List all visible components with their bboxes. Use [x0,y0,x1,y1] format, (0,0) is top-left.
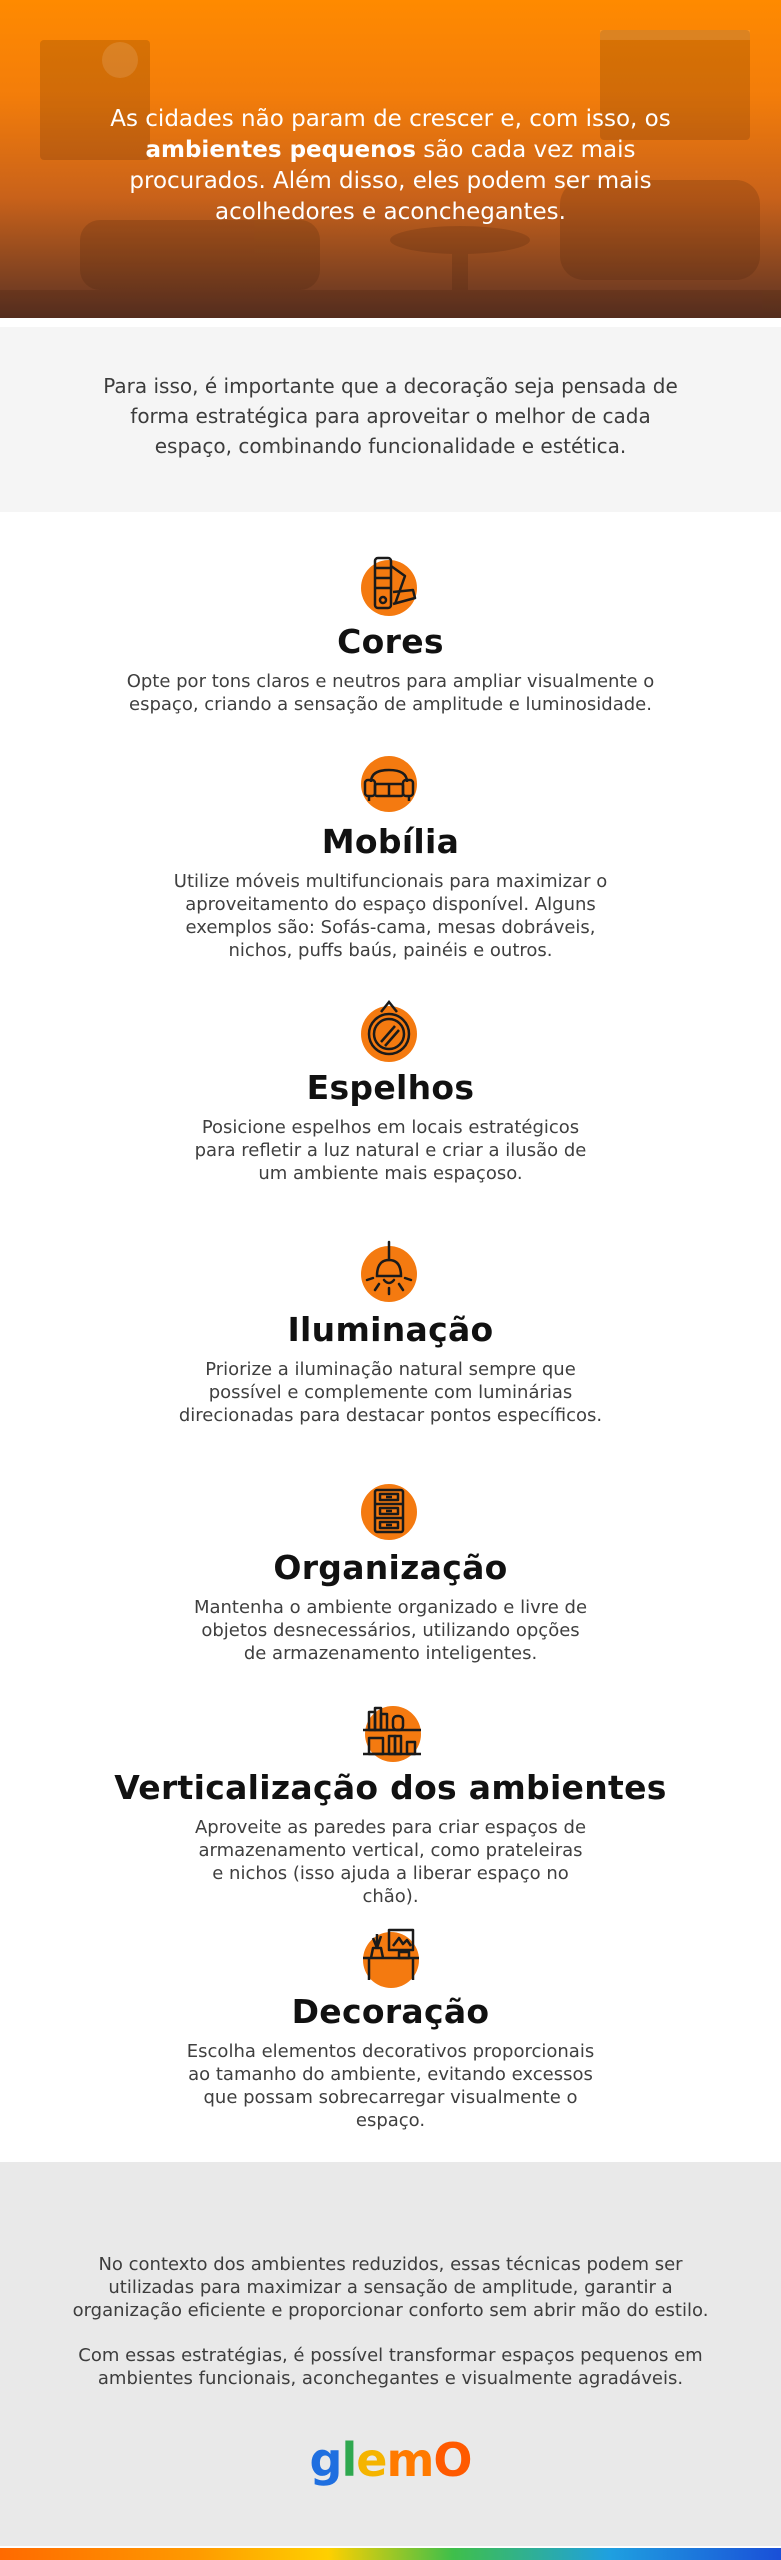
tip-cores [0,552,781,716]
closing-section [0,2162,781,2546]
bookshelf-icon [359,1698,423,1762]
tip-verticalizacao [0,1698,781,1908]
hero-highlight: ambientes pequenos [145,137,416,163]
color-swatch-icon [359,552,423,616]
hero-text: As cidades não param de crescer e, com isso, os ambientes pequenos são cada vez mais procurados. Além disso, eles podem ser mais acolhedores e aconchegantes. [110,106,671,225]
tip-title: Espelhos [306,1068,475,1107]
tip-text: Opte por tons claros e neutros para ampliar visualmente o espaço, criando a sensação de amplitude e luminosidade. [126,671,655,715]
divider [0,318,781,323]
decor-table-icon [359,1922,423,1986]
drawer-cabinet-icon [359,1478,423,1542]
intro-text: Para isso, é importante que a decoração seja pensada de forma estratégica para aproveitar o melhor de cada espaço, combinando funcionalidade e estética. [103,374,678,458]
hero-banner [0,0,781,318]
tip-title: Decoração [291,1992,490,2031]
closing-text-1: No contexto dos ambientes reduzidos, essas técnicas podem ser utilizadas para maximizar a sensação de amplitude, garantir a organização eficiente e proporcionar conforto sem abrir mão do estilo. [72,2254,709,2321]
logo-letter: l [341,2433,357,2487]
logo-letter: m [386,2433,434,2487]
tip-espelhos [0,998,781,1185]
glemo-logo[interactable] [0,2434,781,2486]
logo-letter: O [433,2433,472,2487]
sofa-icon [359,752,423,816]
tip-title: Iluminação [287,1310,494,1349]
tip-iluminacao [0,1240,781,1427]
intro-section [0,327,781,512]
tip-text: Aproveite as paredes para criar espaços de armazenamento vertical, como prateleiras e nichos (isso ajuda a liberar espaço no chão). [194,1817,587,1907]
tip-text: Utilize móveis multifuncionais para maximizar o aproveitamento do espaço disponível. Alguns exemplos são: Sofás-cama, mesas dobráveis, nichos, puffs baús, painéis e outros. [173,871,608,961]
tip-text: Priorize a iluminação natural sempre que possível e complemente com luminárias direcionadas para destacar pontos específicos. [178,1359,603,1426]
tip-text: Escolha elementos decorativos proporcionais ao tamanho do ambiente, evitando excessos que possam sobrecarregar visualmente o espaço. [186,2041,595,2131]
tip-decoracao [0,1922,781,2132]
tip-title: Verticalização dos ambientes [114,1768,667,1807]
logo-letter: g [309,2433,342,2487]
tip-organizacao [0,1478,781,1665]
closing-text-2: Com essas estratégias, é possível transformar espaços pequenos em ambientes funcionais, aconchegantes e visualmente agradáveis. [78,2345,703,2389]
pendant-lamp-icon [359,1240,423,1304]
tip-text: Mantenha o ambiente organizado e livre de objetos desnecessários, utilizando opções de armazenamento inteligentes. [193,1597,588,1664]
brand-gradient-bar [0,2548,781,2560]
mirror-icon [359,998,423,1062]
logo-letter: e [356,2433,387,2487]
tip-mobilia [0,752,781,962]
tip-title: Cores [337,622,444,661]
tip-title: Mobília [321,822,460,861]
tip-title: Organização [273,1548,508,1587]
tip-text: Posicione espelhos em locais estratégicos para refletir a luz natural e criar a ilusão de um ambiente mais espaçoso. [194,1117,587,1184]
